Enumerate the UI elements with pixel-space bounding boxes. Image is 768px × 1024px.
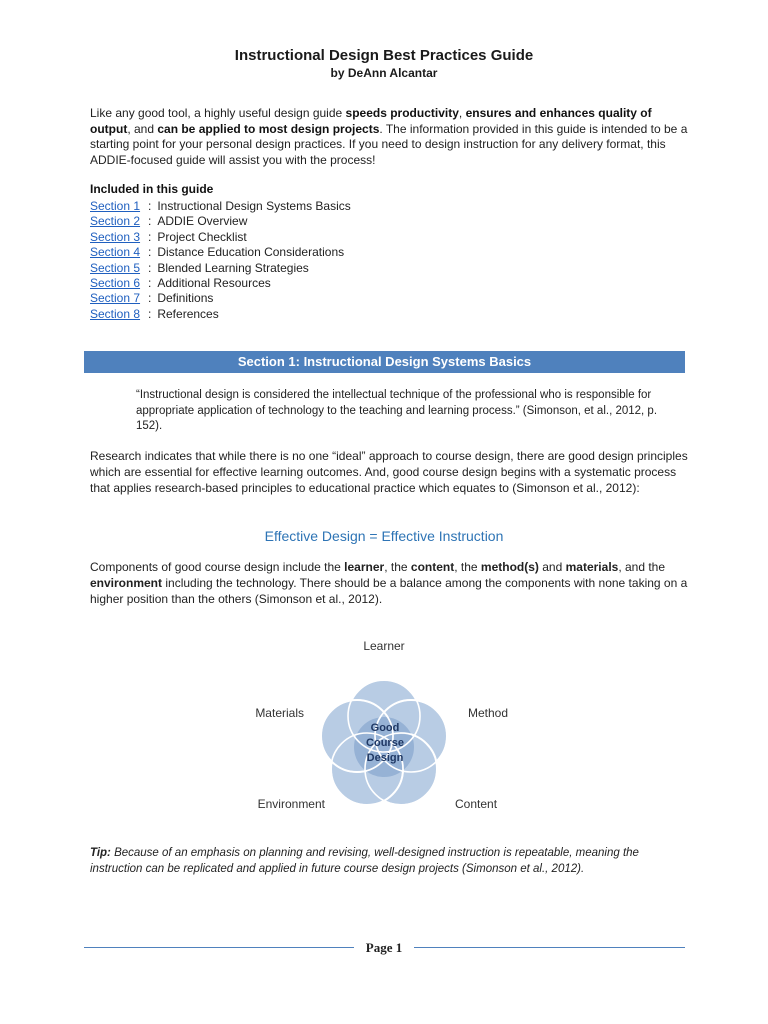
toc-item: Section 6 : Additional Resources <box>90 275 271 290</box>
course-design-diagram <box>240 630 540 820</box>
section-1-heading-band: Section 1: Instructional Design Systems Basics <box>84 351 685 373</box>
toc-item: Section 4 : Distance Education Considerations <box>90 245 345 260</box>
diagram-center-label <box>366 722 404 764</box>
toc-item: Section 7 : Definitions <box>90 291 214 306</box>
toc-item: Section 2 : ADDIE Overview <box>90 214 248 229</box>
toc-item: Section 5 : Blended Learning Strategies <box>90 260 309 275</box>
page-number: Page 1 <box>365 940 403 955</box>
center-line-2: Course <box>366 737 404 749</box>
center-line-1: Good <box>370 722 400 734</box>
toc-link-section-2[interactable]: Section 2 <box>90 214 141 229</box>
toc-item: Section 1 : Instructional Design Systems Basics <box>90 199 351 213</box>
toc-item: Section 3 : Project Checklist <box>90 229 247 244</box>
label-method: Method <box>468 706 509 720</box>
intro-paragraph: Like any good tool, a highly useful design guide speeds productivity, ensures and enhances quality of output, and can be applied to most design projects. The information provided in this guide is intended to be a starting point for your personal design practices. If you need to design instruction for any delivery format, this ADDIE-focused guide will assist you with the process! <box>90 106 688 167</box>
research-paragraph: Research indicates that while there is no one “ideal” approach to course design, there are good design principles which are essential for effective learning outcomes. And, good course design begins with a systematic process that applies research-based principles to educational practice which equates to (Simonson et al., 2012): <box>90 449 688 495</box>
toc-link-section-1[interactable]: Section 1 <box>90 199 141 213</box>
toc-item: Section 8 : References <box>90 306 219 321</box>
label-environment: Environment <box>257 797 325 811</box>
toc-link-section-7[interactable]: Section 7 <box>90 291 141 306</box>
tip-label: Tip: <box>90 847 111 859</box>
effective-design-subheading: Effective Design = Effective Instruction <box>264 528 504 544</box>
toc-heading: Included in this guide <box>90 182 214 196</box>
toc-link-section-3[interactable]: Section 3 <box>90 229 141 244</box>
components-paragraph: Components of good course design include the learner, the content, the method(s) and materials, and the environment including the technology. There should be a balance among the components with none taking on a higher position than the others (Simonson et al., 2012). <box>90 560 688 606</box>
toc-link-section-8[interactable]: Section 8 <box>90 306 141 321</box>
page-title: Instructional Design Best Practices Guide <box>234 47 534 64</box>
section-1-quote: “Instructional design is considered the intellectual technique of the professional who is responsible for appropriate application of technology to the teaching and learning process.” (Simonson, et al., 2012, p. 152). <box>136 389 658 432</box>
label-learner: Learner <box>363 639 405 653</box>
label-materials: Materials <box>255 706 304 720</box>
toc-link-section-6[interactable]: Section 6 <box>90 275 141 290</box>
label-content: Content <box>455 797 498 811</box>
tip-paragraph: Tip: Because of an emphasis on planning and revising, well-designed instruction is repeatable, meaning the instruction can be replicated and applied in future course design projects (Simonson et al., 2012). <box>90 847 639 875</box>
table-of-contents <box>90 199 351 322</box>
toc-link-section-4[interactable]: Section 4 <box>90 245 141 260</box>
center-line-3: Design <box>366 752 404 764</box>
author-byline: by DeAnn Alcantar <box>330 66 438 80</box>
toc-link-section-5[interactable]: Section 5 <box>90 260 141 275</box>
